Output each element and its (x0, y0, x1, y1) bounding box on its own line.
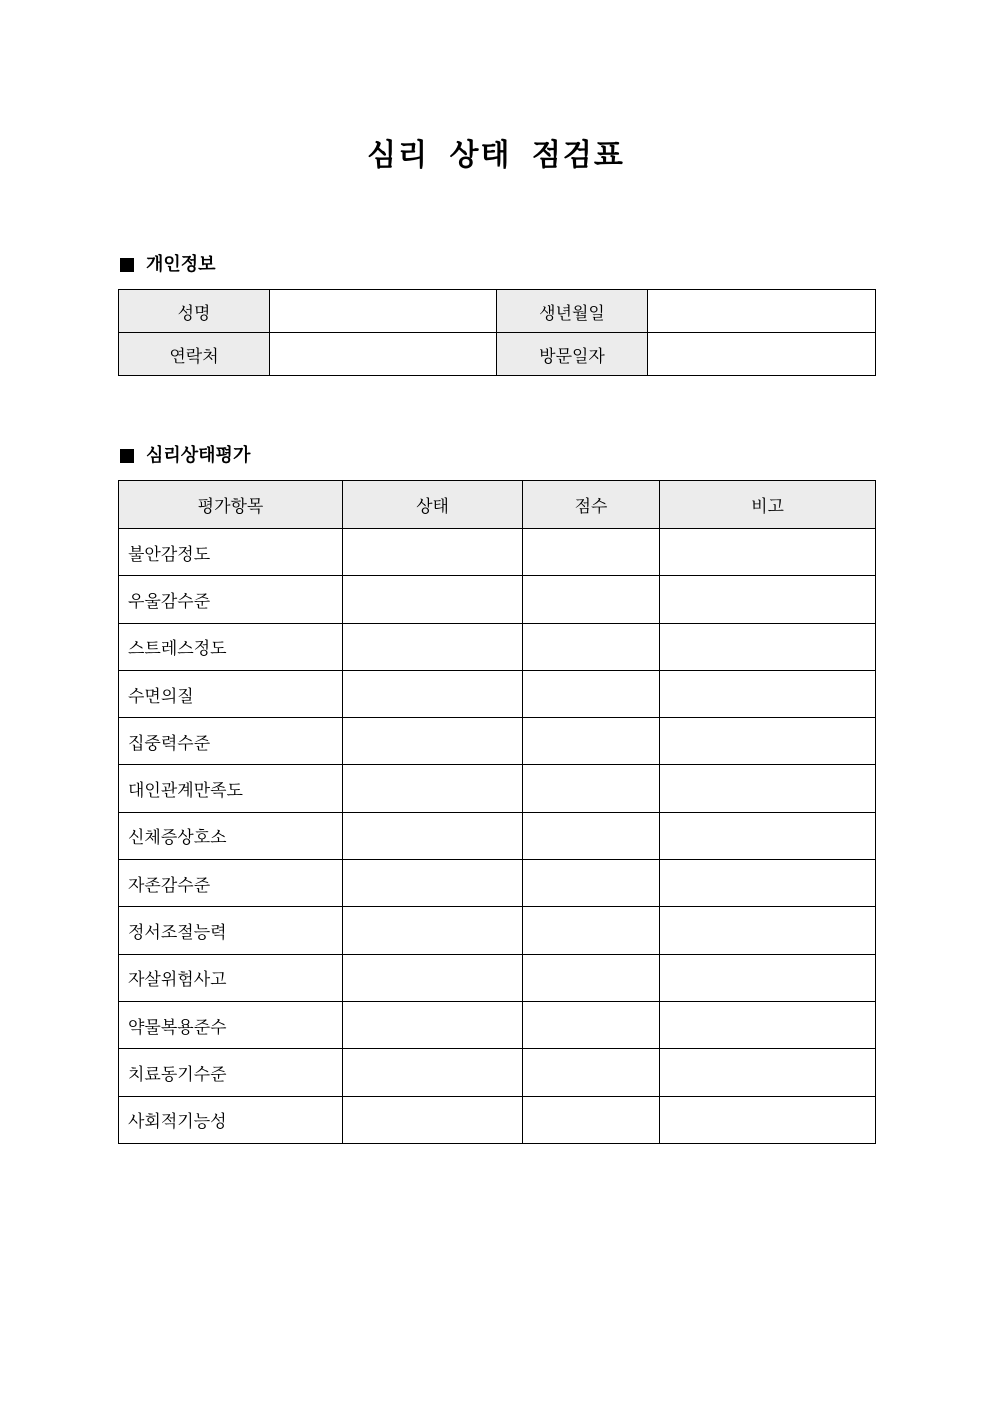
personal-info-heading-text: 개인정보 (146, 254, 216, 275)
note-cell[interactable] (660, 1096, 876, 1143)
status-cell[interactable] (343, 954, 523, 1001)
score-cell[interactable] (523, 1096, 660, 1143)
column-header-score: 점수 (523, 481, 660, 529)
personal-info-heading (118, 253, 216, 277)
table-row (119, 529, 876, 576)
table-row (119, 623, 876, 670)
score-cell[interactable] (523, 812, 660, 859)
column-header-item: 평가항목 (119, 481, 343, 529)
note-cell[interactable] (660, 907, 876, 954)
personal-info-row (119, 333, 876, 376)
table-row (119, 1001, 876, 1048)
personal-info-table (118, 289, 876, 376)
score-cell[interactable] (523, 907, 660, 954)
score-cell[interactable] (523, 954, 660, 1001)
item-name: 불안감정도 (119, 529, 343, 576)
table-row (119, 907, 876, 954)
status-cell[interactable] (343, 623, 523, 670)
status-cell[interactable] (343, 812, 523, 859)
contact-label: 연락처 (119, 333, 270, 376)
contact-field[interactable] (270, 333, 497, 376)
status-cell[interactable] (343, 765, 523, 812)
status-cell[interactable] (343, 576, 523, 623)
evaluation-table (118, 480, 876, 1144)
note-cell[interactable] (660, 765, 876, 812)
personal-info-row (119, 290, 876, 333)
score-cell[interactable] (523, 576, 660, 623)
item-name: 집중력수준 (119, 718, 343, 765)
table-row (119, 860, 876, 907)
note-cell[interactable] (660, 812, 876, 859)
note-cell[interactable] (660, 576, 876, 623)
evaluation-heading (118, 444, 250, 468)
score-cell[interactable] (523, 670, 660, 717)
score-cell[interactable] (523, 860, 660, 907)
score-cell[interactable] (523, 623, 660, 670)
table-row (119, 954, 876, 1001)
visit-date-field[interactable] (648, 333, 876, 376)
birthdate-field[interactable] (648, 290, 876, 333)
note-cell[interactable] (660, 529, 876, 576)
status-cell[interactable] (343, 718, 523, 765)
item-name: 수면의질 (119, 670, 343, 717)
note-cell[interactable] (660, 623, 876, 670)
item-name: 우울감수준 (119, 576, 343, 623)
item-name: 정서조절능력 (119, 907, 343, 954)
status-cell[interactable] (343, 1001, 523, 1048)
item-name: 약물복용준수 (119, 1001, 343, 1048)
note-cell[interactable] (660, 860, 876, 907)
note-cell[interactable] (660, 670, 876, 717)
column-header-status: 상태 (343, 481, 523, 529)
name-label: 성명 (119, 290, 270, 333)
item-name: 신체증상호소 (119, 812, 343, 859)
score-cell[interactable] (523, 1049, 660, 1096)
score-cell[interactable] (523, 718, 660, 765)
note-cell[interactable] (660, 718, 876, 765)
item-name: 사회적기능성 (119, 1096, 343, 1143)
item-name: 자존감수준 (119, 860, 343, 907)
column-header-note: 비고 (660, 481, 876, 529)
visit-date-label: 방문일자 (497, 333, 648, 376)
item-name: 자살위험사고 (119, 954, 343, 1001)
square-bullet-icon (120, 449, 134, 463)
table-row (119, 1049, 876, 1096)
table-row (119, 765, 876, 812)
score-cell[interactable] (523, 1001, 660, 1048)
table-row (119, 718, 876, 765)
table-row (119, 576, 876, 623)
status-cell[interactable] (343, 860, 523, 907)
item-name: 스트레스정도 (119, 623, 343, 670)
table-row (119, 670, 876, 717)
item-name: 치료동기수준 (119, 1049, 343, 1096)
status-cell[interactable] (343, 670, 523, 717)
status-cell[interactable] (343, 529, 523, 576)
table-row (119, 1096, 876, 1143)
square-bullet-icon (120, 258, 134, 272)
evaluation-header-row (119, 481, 876, 529)
name-field[interactable] (270, 290, 497, 333)
note-cell[interactable] (660, 1049, 876, 1096)
item-name: 대인관계만족도 (119, 765, 343, 812)
score-cell[interactable] (523, 529, 660, 576)
table-row (119, 812, 876, 859)
page-title: 심리 상태 점검표 (367, 138, 625, 173)
status-cell[interactable] (343, 1049, 523, 1096)
note-cell[interactable] (660, 1001, 876, 1048)
note-cell[interactable] (660, 954, 876, 1001)
status-cell[interactable] (343, 907, 523, 954)
status-cell[interactable] (343, 1096, 523, 1143)
evaluation-heading-text: 심리상태평가 (146, 445, 251, 466)
birthdate-label: 생년월일 (497, 290, 648, 333)
score-cell[interactable] (523, 765, 660, 812)
